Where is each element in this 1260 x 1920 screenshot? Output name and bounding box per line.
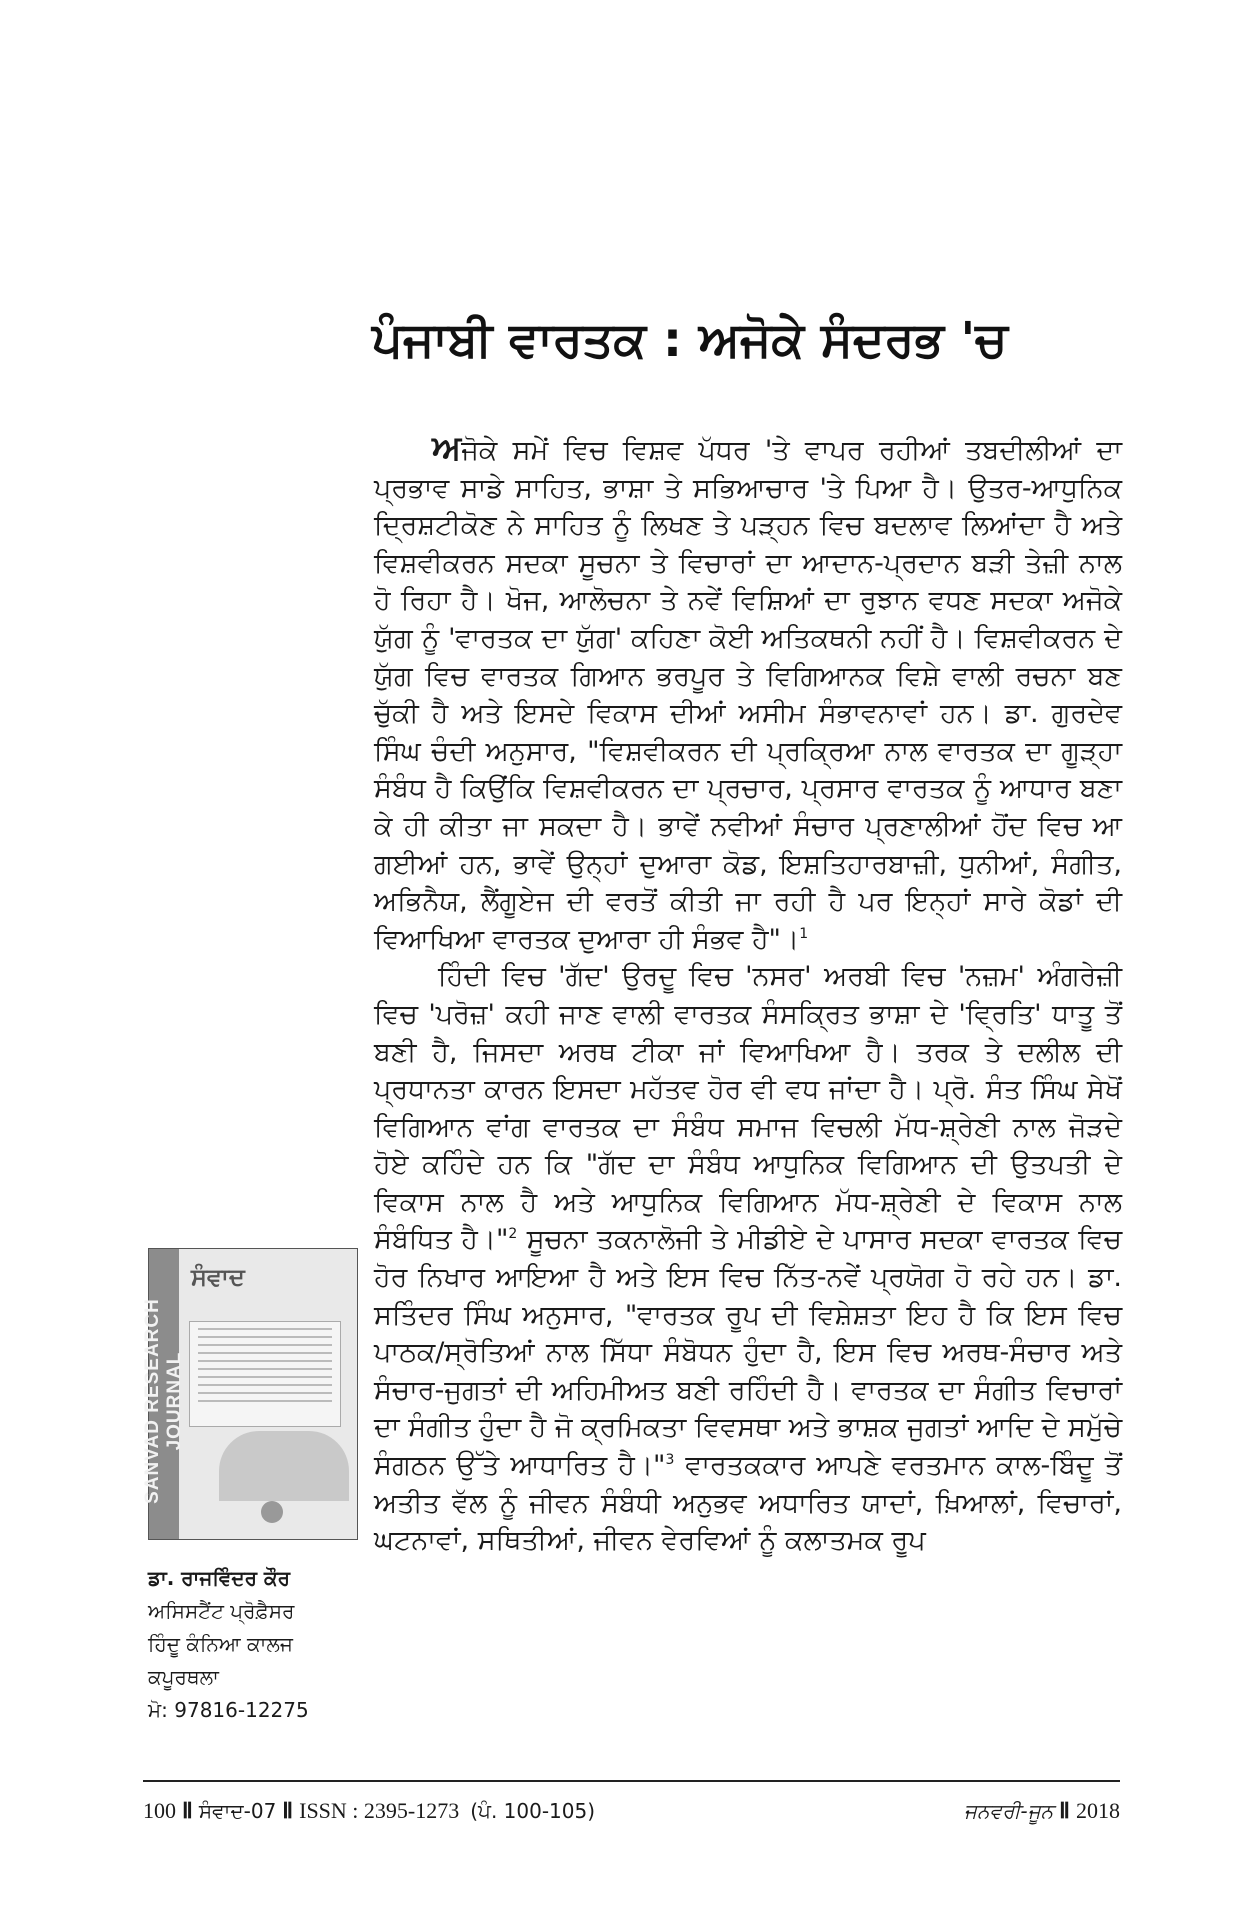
cover-logo: ਸੰਵਾਦ (191, 1263, 245, 1291)
cover-spine-text: SANVAD RESEARCH JOURNAL (142, 1298, 185, 1504)
issue-period: ਜਨਵਰੀ-ਜੂਨ (963, 1799, 1054, 1823)
footer-right (964, 1796, 1120, 1826)
paragraph-1-text: ਜੋਕੇ ਸਮੇਂ ਵਿਚ ਵਿਸ਼ਵ ਪੱਧਰ 'ਤੇ ਵਾਪਰ ਰਹੀਆਂ ਤਬਦੀਲੀਆਂ ਦਾ ਪ੍ਰਭਾਵ ਸਾਡੇ ਸਾਹਿਤ, ਭਾਸ਼ਾ ਤੇ ਸਭਿਆਚਾਰ 'ਤੇ ਪਿਆ ਹੈ। ਉਤਰ-ਆਧੁਨਿਕ ਦ੍ਰਿਸ਼ਟੀਕੋਣ ਨੇ ਸਾਹਿਤ ਨੂੰ ਲਿਖਣ ਤੇ ਪੜ੍ਹਨ ਵਿਚ ਬਦਲਾਵ ਲਿਆਂਦਾ ਹੈ ਅਤੇ ਵਿਸ਼ਵੀਕਰਨ ਸਦਕਾ ਸੂਚਨਾ ਤੇ ਵਿਚਾਰਾਂ ਦਾ ਆਦਾਨ-ਪ੍ਰਦਾਨ ਬੜੀ ਤੇਜ਼ੀ ਨਾਲ ਹੋ ਰਿਹਾ ਹੈ। ਖੋਜ, ਆਲੋਚਨਾ ਤੇ ਨਵੇਂ ਵਿਸ਼ਿਆਂ ਦਾ ਰੁਝਾਨ ਵਧਣ ਸਦਕਾ ਅਜੋਕੇ ਯੁੱਗ ਨੂੰ 'ਵਾਰਤਕ ਦਾ ਯੁੱਗ' ਕਹਿਣਾ ਕੋਈ ਅਤਿਕਥਨੀ ਨਹੀਂ ਹੈ। ਵਿਸ਼ਵੀਕਰਨ ਦੇ ਯੁੱਗ ਵਿਚ ਵਾਰਤਕ ਗਿਆਨ ਭਰਪੂਰ ਤੇ ਵਿਗਿਆਨਕ ਵਿਸ਼ੇ ਵਾਲੀ ਰਚਨਾ ਬਣ ਚੁੱਕੀ ਹੈ ਅਤੇ ਇਸਦੇ ਵਿਕਾਸ ਦੀਆਂ ਅਸੀਮ ਸੰਭਾਵਨਾਵਾਂ ਹਨ। ਡਾ. ਗੁਰਦੇਵ ਸਿੰਘ ਚੰਦੀ ਅਨੁਸਾਰ, "ਵਿਸ਼ਵੀਕਰਨ ਦੀ ਪ੍ਰਕ੍ਰਿਆ ਨਾਲ ਵਾਰਤਕ ਦਾ ਗੂੜ੍ਹਾ ਸੰਬੰਧ ਹੈ ਕਿਉਂਕਿ ਵਿਸ਼ਵੀਕਰਨ ਦਾ ਪ੍ਰਚਾਰ, ਪ੍ਰਸਾਰ ਵਾਰਤਕ ਨੂੰ ਆਧਾਰ ਬਣਾ ਕੇ ਹੀ ਕੀਤਾ ਜਾ ਸਕਦਾ ਹੈ। ਭਾਵੇਂ ਨਵੀਆਂ ਸੰਚਾਰ ਪ੍ਰਣਾਲੀਆਂ ਹੋਂਦ ਵਿਚ ਆ ਗਈਆਂ ਹਨ, ਭਾਵੇਂ ਉਨ੍ਹਾਂ ਦੁਆਰਾ ਕੋਡ, ਇਸ਼ਤਿਹਾਰਬਾਜ਼ੀ, ਧੁਨੀਆਂ, ਸੰਗੀਤ, ਅਭਿਨੈਯ, ਲੈਂਗੂਏਜ ਦੀ ਵਰਤੋਂ ਕੀਤੀ ਜਾ ਰਹੀ ਹੈ ਪਰ ਇਨ੍ਹਾਂ ਸਾਰੇ ਕੋਡਾਂ ਦੀ ਵਿਆਖਿਆ ਵਾਰਤਕ ਦੁਆਰਾ ਹੀ ਸੰਭਵ ਹੈ"। (374, 435, 1122, 955)
footnote-marker-2: 2 (508, 1226, 518, 1243)
issue-year: 2018 (1076, 1798, 1120, 1823)
cover-contents-box (189, 1321, 341, 1427)
cover-emblem-icon (261, 1501, 283, 1523)
cover-building-illustration (219, 1431, 349, 1501)
author-college: ਹਿੰਦੂ ਕੰਨਿਆ ਕਾਲਜ (148, 1632, 293, 1656)
article-title: ਪੰਜਾਬੀ ਵਾਰਤਕ : ਅਜੋਕੇ ਸੰਦਰਭ 'ਚ (372, 312, 1008, 368)
journal-cover-image (142, 1248, 358, 1540)
footer-left (143, 1796, 595, 1826)
author-name: ਡਾ. ਰਾਜਵਿੰਦਰ ਕੌਰ (148, 1566, 291, 1590)
drop-cap: ਅ (432, 428, 462, 468)
pages-range: (ਪੰ. 100-105) (470, 1799, 596, 1823)
footer-separator: Ⅱ (1059, 1798, 1070, 1823)
issn: ISSN : 2395-1273 (299, 1798, 460, 1823)
article-body (374, 430, 1122, 1760)
page-footer (143, 1796, 1120, 1826)
author-city: ਕਪੂਰਥਲਾ (148, 1665, 219, 1689)
journal-name: ਸੰਵਾਦ-07 (198, 1799, 277, 1823)
author-designation: ਅਸਿਸਟੈਂਟ ਪ੍ਰੋਫ਼ੈਸਰ (148, 1599, 295, 1623)
footer-separator: Ⅱ (282, 1798, 294, 1823)
footer-rule (143, 1780, 1120, 1782)
footnote-marker-3: 3 (665, 1452, 675, 1469)
paragraph-2 (374, 958, 1122, 1560)
author-phone: ਮੋ: 97816-12275 (148, 1698, 309, 1722)
footnote-marker-1: 1 (799, 925, 809, 942)
page-number: 100 (143, 1798, 176, 1823)
paragraph-2-text-b: ਸੂਚਨਾ ਤਕਨਾਲੋਜੀ ਤੇ ਮੀਡੀਏ ਦੇ ਪਾਸਾਰ ਸਦਕਾ ਵਾਰਤਕ ਵਿਚ ਹੋਰ ਨਿਖਾਰ ਆਇਆ ਹੈ ਅਤੇ ਇਸ ਵਿਚ ਨਿੱਤ-ਨਵੇਂ ਪ੍ਰਯੋਗ ਹੋ ਰਹੇ ਹਨ। ਡਾ. ਸਤਿੰਦਰ ਸਿੰਘ ਅਨੁਸਾਰ, "ਵਾਰਤਕ ਰੂਪ ਦੀ ਵਿਸ਼ੇਸ਼ਤਾ ਇਹ ਹੈ ਕਿ ਇਸ ਵਿਚ ਪਾਠਕ/ਸ੍ਰੋਤਿਆਂ ਨਾਲ ਸਿੱਧਾ ਸੰਬੋਧਨ ਹੁੰਦਾ ਹੈ, ਇਸ ਵਿਚ ਅਰਥ-ਸੰਚਾਰ ਅਤੇ ਸੰਚਾਰ-ਜੁਗਤਾਂ ਦੀ ਅਹਿਮੀਅਤ ਬਣੀ ਰਹਿੰਦੀ ਹੈ। ਵਾਰਤਕ ਦਾ ਸੰਗੀਤ ਵਿਚਾਰਾਂ ਦਾ ਸੰਗੀਤ ਹੁੰਦਾ ਹੈ ਜੋ ਕ੍ਰਮਿਕਤਾ ਵਿਵਸਥਾ ਅਤੇ ਭਾਸ਼ਕ ਜੁਗਤਾਂ ਆਦਿ ਦੇ ਸਮੁੱਚੇ ਸੰਗਠਨ ਉੱਤੇ ਆਧਾਰਿਤ ਹੈ।" (374, 1224, 1122, 1482)
cover-spine (142, 1249, 185, 1539)
footer-separator: Ⅱ (182, 1798, 193, 1823)
paragraph-2-text-c: ਵਾਰਤਕਕਾਰ ਆਪਣੇ ਵਰਤਮਾਨ ਕਾਲ-ਬਿੰਦੂ ਤੋਂ ਅਤੀਤ ਵੱਲ ਨੂੰ ਜੀਵਨ ਸੰਬੰਧੀ ਅਨੁਭਵ ਅਧਾਰਿਤ ਯਾਦਾਂ, ਖ਼ਿਆਲਾਂ, ਵਿਚਾਰਾਂ, ਘਟਨਾਵਾਂ, ਸਥਿਤੀਆਂ, ਜੀਵਨ ਵੇਰਵਿਆਂ ਨੂੰ ਕਲਾਤਮਕ ਰੂਪ (374, 1450, 1123, 1557)
author-info (148, 1562, 368, 1727)
paragraph-2-text-a: ਹਿੰਦੀ ਵਿਚ 'ਗੱਦ' ਉਰਦੂ ਵਿਚ 'ਨਸਰ' ਅਰਬੀ ਵਿਚ 'ਨਜ਼ਮ' ਅੰਗਰੇਜ਼ੀ ਵਿਚ 'ਪਰੋਜ਼' ਕਹੀ ਜਾਣ ਵਾਲੀ ਵਾਰਤਕ ਸੰਸਕ੍ਰਿਤ ਭਾਸ਼ਾ ਦੇ 'ਵ੍ਰਿਤਿ' ਧਾਤੂ ਤੋਂ ਬਣੀ ਹੈ, ਜਿਸਦਾ ਅਰਥ ਟੀਕਾ ਜਾਂ ਵਿਆਖਿਆ ਹੈ। ਤਰਕ ਤੇ ਦਲੀਲ ਦੀ ਪ੍ਰਧਾਨਤਾ ਕਾਰਨ ਇਸਦਾ ਮਹੱਤਵ ਹੋਰ ਵੀ ਵਧ ਜਾਂਦਾ ਹੈ। ਪ੍ਰੋ. ਸੰਤ ਸਿੰਘ ਸੇਖੋਂ ਵਿਗਿਆਨ ਵਾਂਗ ਵਾਰਤਕ ਦਾ ਸੰਬੰਧ ਸਮਾਜ ਵਿਚਲੀ ਮੱਧ-ਸ਼੍ਰੇਣੀ ਨਾਲ ਜੋੜਦੇ ਹੋਏ ਕਹਿੰਦੇ ਹਨ ਕਿ "ਗੱਦ ਦਾ ਸੰਬੰਧ ਆਧੁਨਿਕ ਵਿਗਿਆਨ ਦੀ ਉਤਪਤੀ ਦੇ ਵਿਕਾਸ ਨਾਲ ਹੈ ਅਤੇ ਆਧੁਨਿਕ ਵਿਗਿਆਨ ਮੱਧ-ਸ਼੍ਰੇਣੀ ਦੇ ਵਿਕਾਸ ਨਾਲ ਸੰਬੰਧਿਤ ਹੈ।" (374, 961, 1122, 1256)
paragraph-1 (374, 430, 1122, 958)
